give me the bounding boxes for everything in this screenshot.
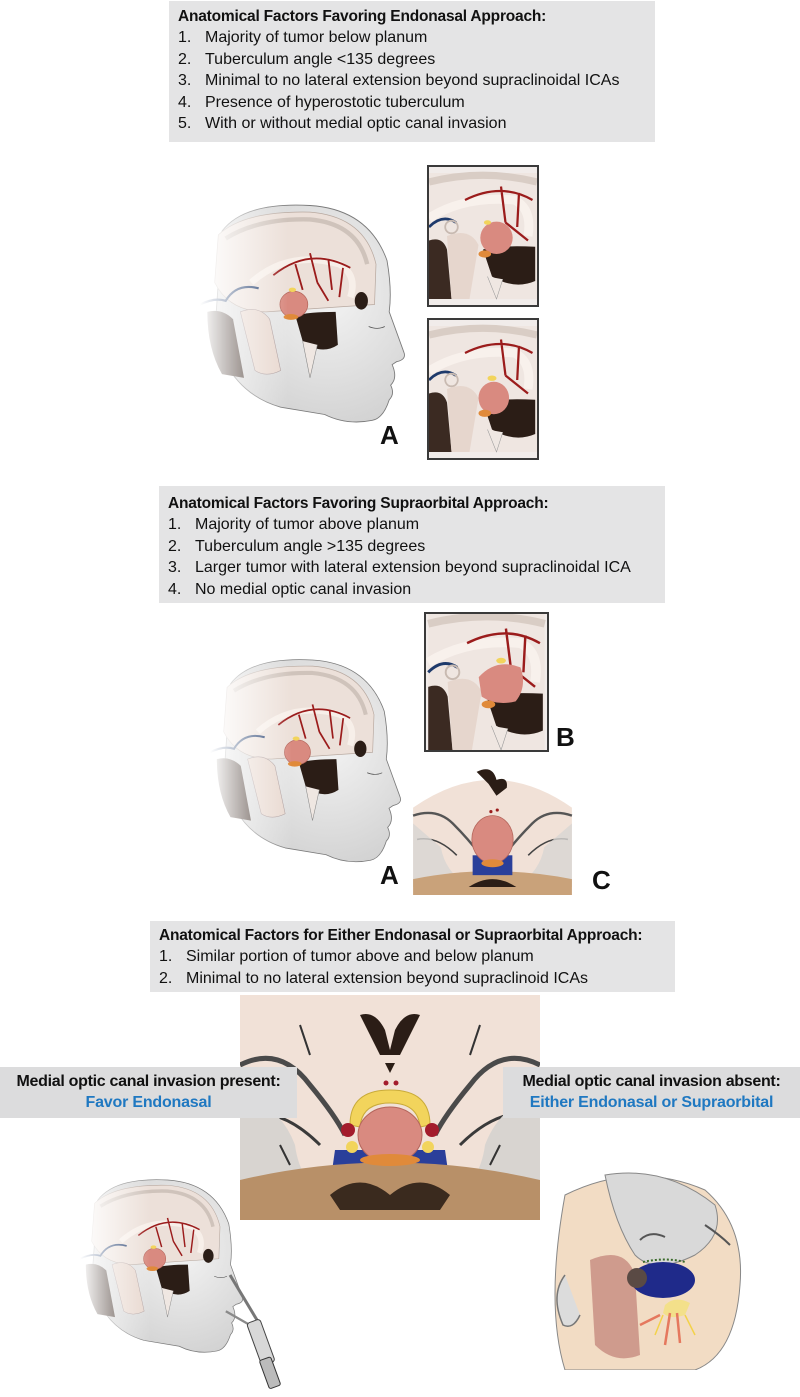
item-text: With or without medial optic canal invasion xyxy=(205,115,507,132)
item-text: Majority of tumor below planum xyxy=(205,29,428,46)
recommendation-label: Either Endonasal or Supraorbital xyxy=(529,1094,774,1111)
item-text: No medial optic canal invasion xyxy=(195,580,412,598)
either-approach-factors-box xyxy=(150,921,675,992)
item-number: 3. xyxy=(178,72,192,89)
endonasal-factors-list xyxy=(178,27,655,135)
list-item xyxy=(168,557,665,579)
sagittal-inset-illustration xyxy=(429,167,537,305)
item-text: Similar portion of tumor above and below planum xyxy=(186,948,534,965)
item-number: 1. xyxy=(168,516,182,533)
recommendation-label: Favor Endonasal xyxy=(85,1094,212,1111)
supraorbital-approach-face-illustration xyxy=(545,1165,775,1370)
list-item xyxy=(159,946,675,968)
item-number: 2. xyxy=(159,969,173,987)
endonasal-factors-title: Anatomical Factors Favoring Endonasal Approach: xyxy=(178,8,547,25)
list-item xyxy=(168,514,665,536)
item-text: Presence of hyperostotic tuberculum xyxy=(205,93,465,111)
figure-label-c: C xyxy=(592,865,611,895)
item-number: 2. xyxy=(168,537,182,555)
item-number: 3. xyxy=(168,559,182,576)
decision-box-invasion-present xyxy=(0,1067,297,1118)
item-number: 1. xyxy=(159,948,173,965)
list-item xyxy=(159,968,675,990)
item-text: Tuberculum angle >135 degrees xyxy=(195,537,426,555)
figure-label-a: A xyxy=(380,860,399,890)
supraorbital-factors-box xyxy=(159,486,665,603)
list-item xyxy=(178,70,655,92)
sagittal-inset-b xyxy=(424,612,549,752)
either-approach-factors-list xyxy=(159,946,675,989)
condition-label: Medial optic canal invasion absent: xyxy=(522,1073,781,1090)
item-text: Minimal to no lateral extension beyond supraclinoid ICAs xyxy=(186,969,588,987)
list-item xyxy=(168,579,665,601)
endonasal-factors-box xyxy=(169,1,655,142)
list-item xyxy=(178,113,655,135)
coronal-section-illustration-c xyxy=(405,760,580,895)
sagittal-inset-bottom xyxy=(427,318,539,460)
item-text: Majority of tumor above planum xyxy=(195,516,420,533)
item-number: 4. xyxy=(178,93,192,111)
figure-label-b: B xyxy=(556,722,575,752)
item-text: Larger tumor with lateral extension beyond supraclinoidal ICA xyxy=(195,559,631,576)
supraorbital-factors-title: Anatomical Factors Favoring Supraorbital Approach: xyxy=(168,495,549,512)
item-number: 1. xyxy=(178,29,192,46)
sagittal-head-illustration-supraorbital xyxy=(210,625,415,900)
item-text: Minimal to no lateral extension beyond supraclinoidal ICAs xyxy=(205,72,620,89)
figure-label-a: A xyxy=(380,420,399,450)
list-item xyxy=(178,49,655,71)
list-item xyxy=(178,92,655,114)
item-number: 2. xyxy=(178,50,192,68)
either-approach-factors-title: Anatomical Factors for Either Endonasal or Supraorbital Approach: xyxy=(159,927,643,944)
decision-box-invasion-absent xyxy=(503,1067,800,1118)
item-number: 5. xyxy=(178,115,192,132)
list-item xyxy=(178,27,655,49)
endoscope-icon xyxy=(225,1270,290,1395)
sagittal-inset-illustration xyxy=(426,614,547,750)
condition-label: Medial optic canal invasion present: xyxy=(16,1073,281,1090)
sagittal-inset-top xyxy=(427,165,539,307)
item-text: Tuberculum angle <135 degrees xyxy=(205,50,436,68)
item-number: 4. xyxy=(168,580,182,598)
sagittal-inset-illustration xyxy=(429,320,537,458)
list-item xyxy=(168,536,665,558)
supraorbital-factors-list xyxy=(168,514,665,600)
